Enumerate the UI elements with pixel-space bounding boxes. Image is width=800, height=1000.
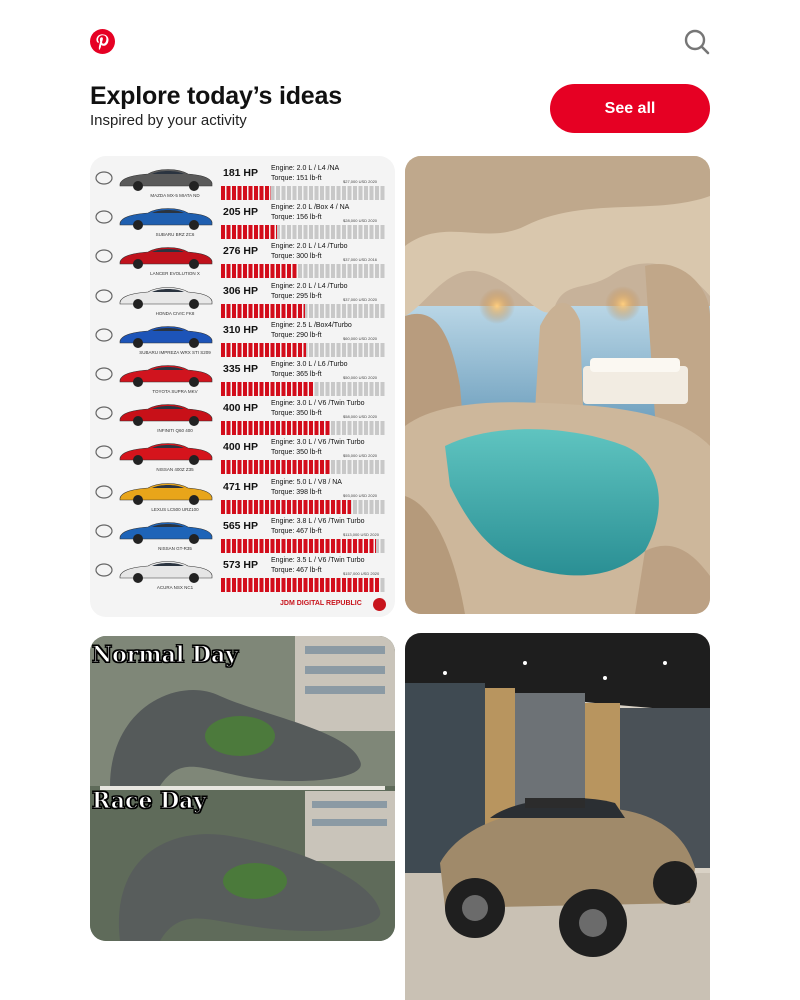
horsepower-label: 471 HP <box>223 480 259 493</box>
car-image <box>116 558 216 584</box>
pin-car-specs-infographic[interactable] <box>90 156 395 617</box>
brand-logo-icon <box>94 521 114 541</box>
page-subtitle: Inspired by your activity <box>90 112 247 129</box>
caption-normal-day: Normal Day <box>92 642 239 668</box>
horsepower-label: 276 HP <box>223 245 259 258</box>
engine-label: Engine: 3.0 L / V6 /Twin Turbo <box>271 400 365 408</box>
top-bar <box>0 0 800 84</box>
horsepower-bar <box>221 382 386 396</box>
horsepower-label: 400 HP <box>223 441 259 454</box>
horsepower-bar <box>221 343 386 357</box>
brand-logo-icon <box>94 325 114 345</box>
price-label: $28,000 USD 2020 <box>343 218 378 224</box>
price-label: $93,000 USD 2020 <box>343 492 378 498</box>
car-image <box>116 166 216 192</box>
cave-bedroom-photo <box>405 156 710 614</box>
torque-label: Torque: 290 lb-ft <box>271 331 322 339</box>
price-label: $50,000 USD 2020 <box>343 375 378 380</box>
pin-monaco-meme[interactable] <box>90 636 395 941</box>
price-label: $113,000 USD 2020 <box>343 531 379 537</box>
brand-logo-icon <box>94 403 114 423</box>
engine-label: Engine: 3.5 L / V6 /Twin Turbo <box>271 557 365 564</box>
brand-logo-icon <box>94 364 114 384</box>
spec-row <box>90 282 395 320</box>
torque-label: Torque: 151 lb-ft <box>271 175 322 182</box>
horsepower-bar <box>221 186 386 200</box>
horsepower-bar-fill <box>221 382 313 396</box>
engine-label: Engine: 3.8 L / V6 /Twin Turbo <box>271 517 365 525</box>
car-image <box>116 323 216 349</box>
car-model-label: HONDA CIVIC FK8 <box>155 310 195 316</box>
price-label: $37,000 USD 2020 <box>343 296 378 302</box>
spec-row <box>90 360 395 398</box>
engine-label: Engine: 2.5 L /Box4/Turbo <box>271 321 352 329</box>
pin-cave-bedroom[interactable] <box>405 156 710 614</box>
car-image <box>116 401 216 427</box>
horsepower-bar <box>221 225 386 239</box>
spec-row <box>90 517 395 555</box>
price-label: $60,000 USD 2020 <box>343 335 378 341</box>
torque-label: Torque: 350 lb-ft <box>271 449 322 457</box>
car-model-label: ACURA NSX NC1 <box>156 585 194 590</box>
car-image <box>116 519 216 545</box>
price-label: $27,000 USD 2020 <box>343 179 378 184</box>
spec-row <box>90 556 395 594</box>
horsepower-label: 400 HP <box>223 402 259 415</box>
torque-label: Torque: 156 lb-ft <box>271 214 322 222</box>
horsepower-bar-fill <box>221 460 331 474</box>
price-label: $37,000 USD 2016 <box>343 257 378 263</box>
brand-logo-icon <box>94 246 114 266</box>
horsepower-label: 306 HP <box>223 284 259 297</box>
spec-row <box>90 242 395 280</box>
page-title: Explore today’s ideas <box>90 82 342 110</box>
engine-label: Engine: 2.0 L / L4 /Turbo <box>271 282 348 290</box>
horsepower-label: 335 HP <box>223 363 259 375</box>
pin-armored-car-showroom[interactable] <box>405 633 710 1000</box>
brand-logo-icon <box>94 286 114 306</box>
horsepower-label: 573 HP <box>223 559 259 571</box>
car-model-label: TOYOTA SUPRA MKV <box>152 389 198 394</box>
price-label: $157,000 USD 2020 <box>343 571 380 576</box>
horsepower-bar <box>221 500 386 514</box>
horsepower-bar <box>221 304 386 318</box>
horsepower-bar <box>221 264 386 278</box>
showroom-photo <box>405 633 710 1000</box>
car-image <box>116 205 216 231</box>
horsepower-bar-fill <box>221 539 376 553</box>
brand-logo-icon <box>94 482 114 502</box>
pinterest-logo-icon[interactable] <box>90 29 115 54</box>
car-model-label: LEXUS LC500 URZ100 <box>151 506 199 512</box>
horsepower-bar-fill <box>221 343 306 357</box>
car-image <box>116 362 216 388</box>
car-image <box>116 284 216 310</box>
car-image <box>116 440 216 466</box>
torque-label: Torque: 467 lb-ft <box>271 527 322 535</box>
horsepower-label: 565 HP <box>223 519 259 532</box>
car-model-label: MAZDA MX-5 MIATA ND <box>150 193 200 198</box>
horsepower-bar-fill <box>221 186 271 200</box>
car-model-label: SUBARU BRZ ZC6 <box>155 232 195 238</box>
torque-label: Torque: 350 lb-ft <box>271 410 322 418</box>
engine-label: Engine: 2.0 L / L4 /Turbo <box>271 243 348 251</box>
horsepower-bar-fill <box>221 500 351 514</box>
engine-label: Engine: 3.0 L / L6 /Turbo <box>271 361 348 368</box>
horsepower-bar-fill <box>221 578 379 592</box>
horsepower-bar <box>221 578 386 592</box>
torque-label: Torque: 365 lb-ft <box>271 371 322 378</box>
car-model-label: LANCER EVOLUTION X <box>150 271 200 277</box>
horsepower-bar <box>221 460 386 474</box>
engine-label: Engine: 3.0 L / V6 /Twin Turbo <box>271 439 365 447</box>
car-model-label: INFINITI Q60 400 <box>157 428 193 434</box>
caption-race-day: Race Day <box>92 788 207 814</box>
jdm-badge-icon <box>373 598 386 611</box>
horsepower-label: 205 HP <box>223 206 259 219</box>
engine-label: Engine: 5.0 L / V8 / NA <box>271 478 342 486</box>
spec-row <box>90 203 395 241</box>
horsepower-label: 181 HP <box>223 167 259 179</box>
spec-row <box>90 399 395 437</box>
horsepower-label: 310 HP <box>223 323 259 336</box>
infographic-footer: JDM DIGITAL REPUBLIC <box>280 600 362 607</box>
spec-row <box>90 321 395 359</box>
price-label: $55,000 USD 2020 <box>343 453 378 459</box>
horsepower-bar <box>221 421 386 435</box>
car-image <box>116 244 216 270</box>
car-model-label: SUBARU IMPREZA WRX STI S209 <box>139 349 211 355</box>
see-all-button[interactable]: See all <box>550 84 710 133</box>
spec-row <box>90 438 395 476</box>
engine-label: Engine: 2.0 L / L4 /NA <box>271 165 340 172</box>
brand-logo-icon <box>94 168 114 188</box>
brand-logo-icon <box>94 207 114 227</box>
spec-row <box>90 478 395 516</box>
torque-label: Torque: 295 lb-ft <box>271 292 322 300</box>
brand-logo-icon <box>94 442 114 462</box>
horsepower-bar-fill <box>221 421 331 435</box>
car-model-label: NISSAN GT-R35 <box>158 545 192 551</box>
horsepower-bar-fill <box>221 304 305 318</box>
car-image <box>116 480 216 506</box>
brand-logo-icon <box>94 560 114 580</box>
horsepower-bar-fill <box>221 225 277 239</box>
price-label: $58,000 USD 2020 <box>343 414 378 420</box>
torque-label: Torque: 300 lb-ft <box>271 253 322 261</box>
torque-label: Torque: 467 lb-ft <box>271 567 322 574</box>
engine-label: Engine: 2.0 L /Box 4 / NA <box>271 204 350 212</box>
spec-row <box>90 164 395 202</box>
torque-label: Torque: 398 lb-ft <box>271 488 322 496</box>
horsepower-bar <box>221 539 386 553</box>
car-model-label: NISSAN 400Z Z35 <box>156 467 194 473</box>
search-icon[interactable] <box>684 29 710 55</box>
horsepower-bar-fill <box>221 264 297 278</box>
